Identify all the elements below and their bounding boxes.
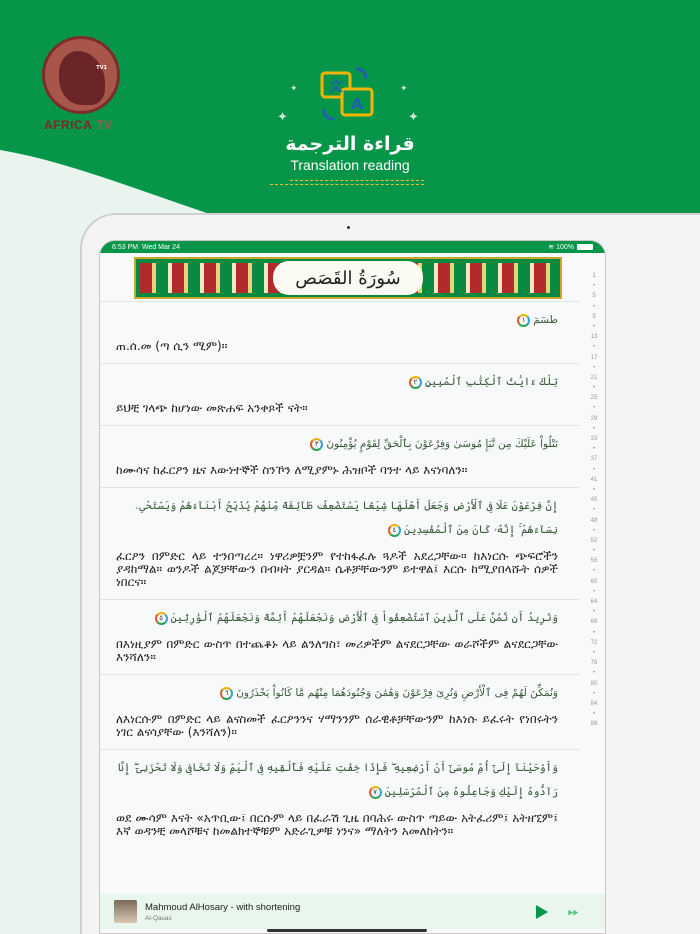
verse-number-icon: ٢: [409, 376, 422, 389]
verse-item[interactable]: [100, 363, 580, 425]
verse-translation: በእነዚያም በምድር ውስጥ በተጨቆኑ ላይ ልንለግስ፣ መሪዎችም ልናደርጋቸው ወራሾችም ልናደርጋቸው እንሻለን።: [116, 637, 558, 664]
verse-item[interactable]: [100, 749, 580, 848]
verse-index-marker[interactable]: •: [592, 323, 596, 330]
verse-index-marker[interactable]: 1: [592, 273, 596, 279]
verse-translation: ለእነርሱም በምድር ላይ ልናስመች ፈርዖንንና ሃማንንም ሰራዊቶቻቸውንም ከእነሱ ይፈሩት የነበሩትን ነገር ልናሳያቸው (እንሻለን)።: [116, 712, 558, 739]
verse-index-marker[interactable]: 33: [590, 436, 598, 442]
feature-title-english: Translation reading: [290, 157, 410, 173]
verse-item[interactable]: [100, 599, 580, 674]
verse-list[interactable]: [100, 301, 580, 848]
verse-index-marker[interactable]: •: [592, 486, 596, 493]
verse-translation: ይህቺ ገላጭ ከሆነው መጽሐፍ አንቀጾች ናት።: [116, 401, 308, 415]
verse-arabic: نَتْلُواْ عَلَيْكَ مِن نَّبَإِ مُوسَىٰ وَفِرْعَوْنَ بِٱلْحَقِّ لِقَوْمٍ يُؤْمِنُونَ٣: [100, 432, 580, 456]
verse-index-marker[interactable]: •: [592, 405, 596, 412]
feature-title-arabic: قراءة الترجمة: [285, 133, 415, 155]
verse-index-marker[interactable]: •: [592, 385, 596, 392]
verse-arabic: تِلْكَ ءَايَٰتُ ٱلْكِتَٰبِ ٱلْمُبِينِ٢: [100, 370, 580, 394]
verse-index-marker[interactable]: •: [592, 568, 596, 575]
verse-number-icon: ٣: [310, 438, 323, 451]
verse-arabic: وَنُمَكِّنَ لَهُمْ فِى ٱلْأَرْضِ وَنُرِىَ فِرْعَوْنَ وَهَٰمَٰنَ وَجُنُودَهُمَا مِنْهُم مَّا كَانُواْ يَحْذَرُونَ٦: [100, 681, 580, 705]
verse-index-marker[interactable]: •: [592, 548, 596, 555]
verse-arabic: وَنُرِيدُ أَن نَّمُنَّ عَلَى ٱلَّذِينَ ٱسْتُضْعِفُواْ فِى ٱلْأَرْضِ وَنَجْعَلَهُمْ أَئِمَّةً وَنَجْعَلَهُمُ ٱلْوَٰرِثِينَ٥: [100, 606, 580, 630]
divider: [290, 180, 424, 181]
sparkle-icon: ✦: [290, 84, 298, 94]
verse-index-marker[interactable]: 9: [592, 313, 596, 320]
verse-item[interactable]: [100, 674, 580, 749]
reciter-avatar: [114, 900, 137, 923]
verse-index-marker[interactable]: 37: [590, 456, 598, 463]
verse-index-marker[interactable]: 76: [590, 660, 598, 667]
verse-arabic: طسٓمٓ١: [100, 308, 580, 332]
verse-arabic: إِنَّ فِرْعَوْنَ عَلَا فِى ٱلْأَرْضِ وَجَعَلَ أَهْلَهَا شِيَعًا يَسْتَضْعِفُ طَآئِفَةً مِّنْهُمْ يُذَبِّحُ أَبْنَآءَهُمْ وَيَسْتَحْىِۦ نِسَآءَهُمْ ۚ إِنَّهُۥ كَانَ مِنَ ٱلْمُفْسِدِينَ٤: [135, 500, 558, 536]
verse-index-marker[interactable]: •: [592, 283, 596, 290]
verse-index-marker[interactable]: 72: [590, 639, 598, 646]
verse-translation: ፈርዖን በምድር ላይ ተንበጣረረ። ነዋሪዎቿንም የተከፋፈሉ ጓዶች አደረጋቸው። ከእነርሱ ጭፍሮችን ያዳከማል። ወንዶች ልጆቻቸውን በብዛት ያርዳል። ሴቶቻቸውንም ይተዋል፤ እርሱ ከሚያበላሹት ሰዎች ነበርና።: [116, 549, 558, 589]
surah-name: سُورَةُ القَصَص: [273, 261, 423, 295]
verse-index-marker[interactable]: •: [592, 711, 596, 718]
play-icon[interactable]: [536, 905, 548, 919]
verse-index-marker[interactable]: •: [592, 303, 596, 310]
verse-index-marker[interactable]: •: [592, 609, 596, 616]
wifi-icon: ≋: [548, 244, 555, 251]
verse-translation: ከሙሳና ከፈርዖን ዜና እውነተኞች ስንኾን ለሚያምኑ ሕዝቦች ባንተ ላይ እናነባለን።: [116, 463, 468, 477]
reciter-name: Mahmoud AlHosary - with shortening: [145, 901, 301, 913]
audio-player[interactable]: [100, 894, 605, 929]
verse-translation: ጠ.ሰ.መ (ጣ ሲን ሚም)።: [116, 339, 228, 353]
verse-index-marker[interactable]: 17: [590, 354, 598, 361]
verse-number-icon: ٤: [388, 524, 401, 537]
sparkle-icon: ✦: [408, 110, 419, 125]
verse-item[interactable]: [100, 425, 580, 487]
battery-icon: [577, 244, 593, 250]
verse-index-marker[interactable]: •: [592, 364, 596, 371]
verse-index-marker[interactable]: •: [592, 649, 596, 656]
svg-text:A: A: [351, 95, 363, 113]
verse-index-marker[interactable]: 45: [590, 497, 598, 504]
verse-number-icon: ٦: [220, 687, 233, 700]
camera: [347, 226, 350, 229]
verse-index-marker[interactable]: 52: [590, 537, 598, 544]
verse-index-scrollbar[interactable]: [583, 271, 605, 729]
verse-translation: ወደ ሙሳም እናት «አጥቢው፤ በርሱም ላይ በፈራሽ ጊዜ በባሕሩ ውስጥ ጣይው አትፈሪም፤ አትዘኚም፤ እኛ ወዳንቺ መላሾቹና ከመልክተኞቹም አድራጊዎቹ ነንና» ማለትን አመለከትን።: [116, 811, 558, 838]
verse-index-marker[interactable]: 88: [590, 721, 598, 728]
surah-header: [134, 257, 562, 299]
verse-index-marker[interactable]: •: [592, 344, 596, 351]
verse-index-marker[interactable]: 48: [590, 517, 598, 524]
fast-forward-icon[interactable]: ⏩︎: [567, 903, 579, 920]
status-bar: 6:53 PM Wed Mar 24 ≋ 100%: [100, 241, 605, 253]
verse-index-marker[interactable]: •: [592, 670, 596, 677]
home-indicator[interactable]: [267, 929, 427, 932]
divider: [270, 184, 424, 185]
verse-index-marker[interactable]: •: [592, 629, 596, 636]
africa-tv-logo: TV1: [42, 36, 120, 114]
verse-index-marker[interactable]: 64: [590, 599, 598, 605]
verse-number-icon: ١: [517, 314, 530, 327]
verse-index-marker[interactable]: •: [592, 425, 596, 432]
verse-index-marker[interactable]: 21: [590, 374, 598, 381]
verse-index-marker[interactable]: 25: [590, 395, 598, 402]
verse-index-marker[interactable]: •: [592, 690, 596, 697]
verse-index-marker[interactable]: •: [592, 466, 596, 473]
sparkle-icon: ✦: [277, 110, 288, 125]
verse-index-marker[interactable]: 41: [590, 476, 598, 483]
verse-arabic: وَأَوْحَيْنَآ إِلَىٰٓ أُمِّ مُوسَىٰٓ أَنْ أَرْضِعِيهِ ۖ فَإِذَا خِفْتِ عَلَيْهِ فَأَلْقِيهِ فِى ٱلْيَمِّ وَلَا تَخَافِى وَلَا تَحْزَنِىٓ ۖ إِنَّا رَآدُّوهُ إِلَيْكِ وَجَاعِلُوهُ مِنَ ٱلْمُرْسَلِينَ٧: [117, 762, 558, 798]
verse-index-marker[interactable]: 68: [590, 619, 598, 626]
verse-index-marker[interactable]: 13: [590, 334, 598, 341]
verse-index-marker[interactable]: 84: [590, 700, 598, 707]
verse-index-marker[interactable]: •: [592, 446, 596, 453]
sparkle-icon: ✦: [400, 84, 408, 94]
verse-index-marker[interactable]: 29: [590, 415, 598, 422]
verse-number-icon: ٧: [369, 786, 382, 799]
verse-index-marker[interactable]: 56: [590, 558, 598, 565]
logo-text: AFRICA TV: [44, 118, 113, 132]
surah-subtitle: Al-Qasas: [145, 914, 172, 922]
verse-item[interactable]: [100, 487, 580, 599]
translate-icon: [318, 65, 380, 125]
app-screen: [99, 240, 606, 934]
verse-index-marker[interactable]: 80: [590, 680, 598, 687]
verse-index-marker[interactable]: 5: [592, 293, 596, 300]
verse-number-icon: ٥: [155, 612, 168, 625]
verse-index-marker[interactable]: •: [592, 527, 596, 534]
verse-index-marker[interactable]: •: [592, 588, 596, 595]
verse-item[interactable]: [100, 301, 580, 363]
svg-text:文: 文: [329, 79, 343, 95]
verse-index-marker[interactable]: •: [592, 507, 596, 514]
verse-index-marker[interactable]: 60: [590, 578, 598, 585]
